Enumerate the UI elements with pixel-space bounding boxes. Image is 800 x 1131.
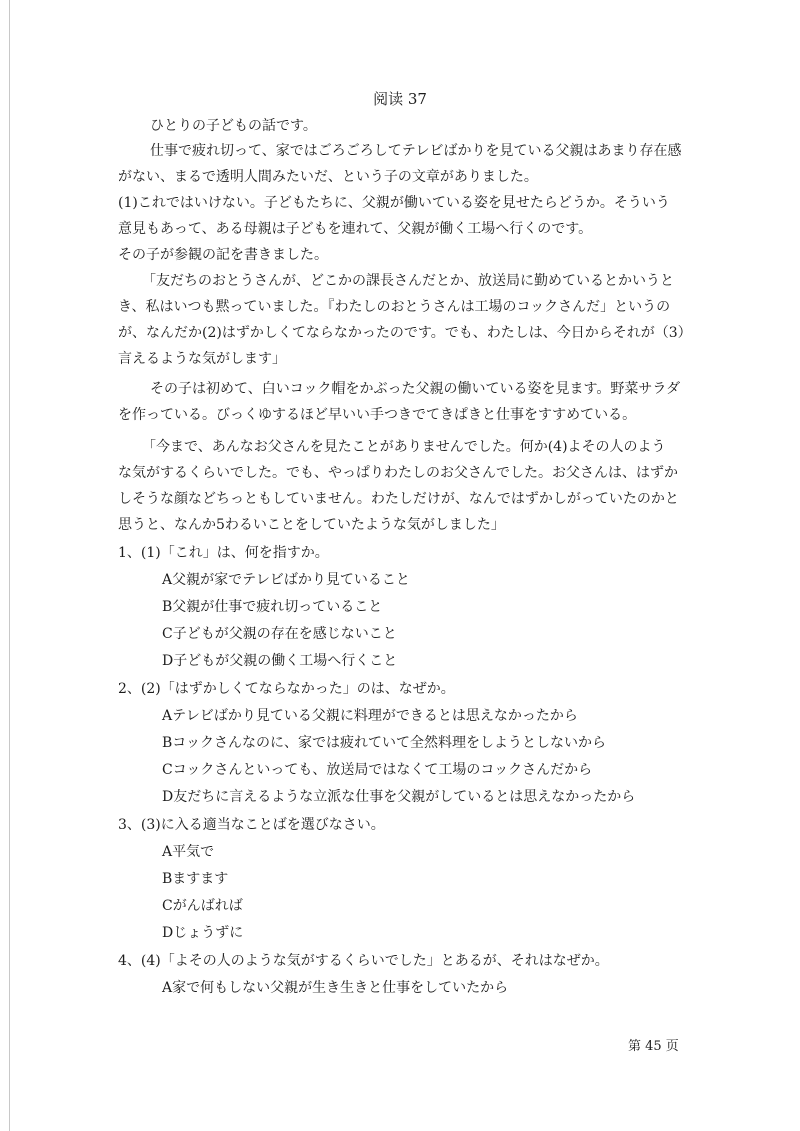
answer-option: D友だちに言えるような立派な仕事を父親がしているとは思えなかったから (162, 789, 636, 805)
passage-line: しそうな顔などちっともしていません。わたしだけが、なんではずかしがっていたのかと (118, 491, 679, 507)
passage-line: が、なんだか(2)はずかしくてならなかったのです。でも、わたしは、今日からそれが（3） (118, 325, 692, 341)
question-prompt: 4、(4)「よその人のような気がするくらいでした」とあるが、それはなぜか。 (118, 953, 609, 969)
answer-option: Bコックさんなのに、家では疲れていて全然料理をしようとしないから (162, 735, 607, 751)
passage-line: (1)これではいけない。子どもたちに、父親が働いている姿を見せたらどうか。そういう (118, 195, 670, 211)
passage-line: その子が参観の記を書きました。 (118, 247, 328, 263)
page-title: 阅读 37 (373, 90, 427, 108)
answer-option: D子どもが父親の働く工場へ行くこと (162, 653, 398, 669)
passage-line: な気がするくらいでした。でも、やっぱりわたしのお父さんでした。お父さんは、はずか (118, 465, 678, 481)
answer-option: Bますます (162, 871, 229, 887)
answer-option: Dじょうずに (162, 925, 244, 941)
passage-line: 仕事で疲れ切って、家ではごろごろしてテレビばかりを見ている父親はあまり存在感 (150, 143, 682, 159)
answer-option: A平気で (162, 844, 215, 860)
answer-option: C子どもが父親の存在を感じないこと (162, 626, 397, 642)
question-prompt: 1、(1)「これ」は、何を指すか。 (118, 545, 329, 561)
question-prompt: 3、(3)に入る適当なことばを選びなさい。 (118, 817, 385, 833)
passage-line: 「友だちのおとうさんが、どこかの課長さんだとか、放送局に勤めているとかいうと (142, 273, 674, 289)
question-prompt: 2、(2)「はずかしくてならなかった」のは、なぜか。 (118, 681, 455, 697)
answer-option: Cコックさんといっても、放送局ではなくて工場のコックさんだから (162, 762, 593, 778)
answer-option: Aテレビばかり見ている父親に料理ができるとは思えなかったから (162, 708, 578, 724)
passage-line: 言えるような気がします」 (118, 351, 286, 367)
passage-line: その子は初めて、白いコック帽をかぶった父親の働いている姿を見ます。野菜サラダ (150, 381, 681, 397)
answer-option: Cがんばれば (162, 898, 243, 914)
scan-edge-line (9, 0, 10, 1131)
passage-line: 「今まで、あんなお父さんを見たことがありませんでした。何か(4)よその人のよう (142, 439, 666, 455)
page-number: 第 45 页 (628, 1039, 679, 1054)
passage-line: を作っている。びっくゆするほど早いい手つきでてきぱきと仕事をすすめている。 (118, 407, 637, 423)
passage-line: き、私はいつも黙っていました。『わたしのおとうさんは工場のコックさんだ」というの (118, 299, 671, 315)
passage-line: 思うと、なんか5わるいことをしていたような気がしました」 (118, 517, 505, 533)
answer-option: B父親が仕事で疲れ切っていること (162, 599, 383, 615)
answer-option: A父親が家でテレビばかり見ていること (162, 572, 410, 588)
passage-line: 意見もあって、ある母親は子どもを連れて、父親が働く工場へ行くのです。 (118, 221, 593, 237)
passage-line: がない、まるで透明人間みたいだ、という子の文章がありました。 (118, 169, 538, 185)
answer-option: A家で何もしない父親が生き生きと仕事をしていたから (162, 980, 509, 996)
passage-line: ひとりの子どもの話です。 (150, 118, 317, 134)
